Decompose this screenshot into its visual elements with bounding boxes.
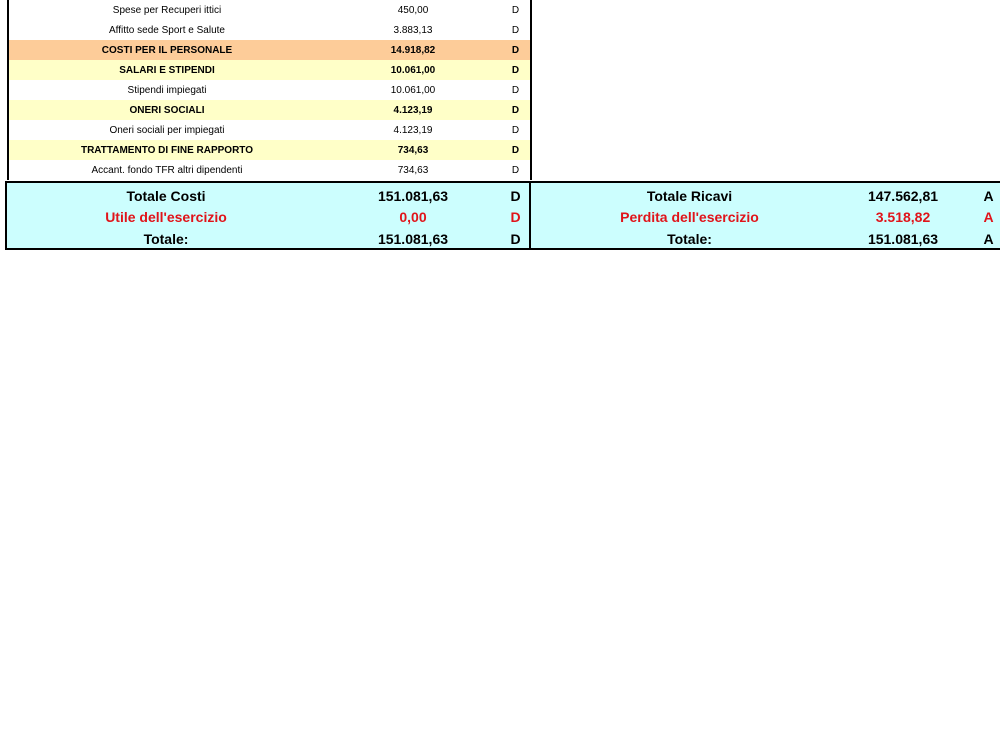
loss-label: Perdita dell'esercizio xyxy=(620,208,759,225)
total-costs-value: 151.081,63 xyxy=(377,187,449,204)
row-sign: D xyxy=(511,124,520,136)
row-amount: 4.123,19 xyxy=(393,104,433,116)
loss-sign: A xyxy=(983,208,994,225)
row-description: Affitto sede Sport e Salute xyxy=(108,24,225,36)
row-amount: 10.061,00 xyxy=(390,84,436,96)
totals-row-grand-total xyxy=(7,228,1000,249)
grand-total-left-value: 151.081,63 xyxy=(377,230,449,247)
row-description: Stipendi impiegati xyxy=(127,84,207,96)
table-row-subcategory-header xyxy=(9,100,530,120)
row-description: SALARI E STIPENDI xyxy=(119,64,215,76)
row-amount: 734,63 xyxy=(397,164,429,176)
row-description: ONERI SOCIALI xyxy=(129,104,205,116)
profit-value: 0,00 xyxy=(399,208,427,225)
table-row-subcategory-header xyxy=(9,60,530,80)
grand-total-right-sign: A xyxy=(983,230,994,247)
row-sign: D xyxy=(511,104,520,116)
table-row xyxy=(9,160,530,180)
loss-value: 3.518,82 xyxy=(875,208,931,225)
row-sign: D xyxy=(511,64,520,76)
row-sign: D xyxy=(511,44,520,56)
row-description: Oneri sociali per impiegati xyxy=(109,124,225,136)
grand-total-left-sign: D xyxy=(510,230,521,247)
table-row xyxy=(9,0,530,20)
cost-detail-table xyxy=(7,0,532,180)
table-row xyxy=(9,80,530,100)
totals-block xyxy=(5,181,1000,250)
totals-row-result xyxy=(7,206,1000,227)
row-description: TRATTAMENTO DI FINE RAPPORTO xyxy=(80,144,254,156)
row-description: Spese per Recuperi ittici xyxy=(112,4,222,16)
table-row-category-header xyxy=(9,40,530,60)
grand-total-right-label: Totale: xyxy=(667,230,712,247)
total-costs-label: Totale Costi xyxy=(126,187,206,204)
profit-sign: D xyxy=(510,208,521,225)
row-amount: 4.123,19 xyxy=(393,124,433,136)
row-amount: 10.061,00 xyxy=(390,64,436,76)
row-amount: 450,00 xyxy=(397,4,429,16)
profit-label: Utile dell'esercizio xyxy=(105,208,227,225)
row-sign: D xyxy=(511,144,520,156)
row-sign: D xyxy=(511,4,520,16)
row-amount: 734,63 xyxy=(397,144,429,156)
total-costs-sign: D xyxy=(510,187,521,204)
row-description: COSTI PER IL PERSONALE xyxy=(101,44,233,56)
grand-total-left-label: Totale: xyxy=(143,230,189,247)
row-sign: D xyxy=(511,84,520,96)
total-revenues-label: Totale Ricavi xyxy=(646,187,733,204)
table-row-subcategory-header xyxy=(9,140,530,160)
row-description: Accant. fondo TFR altri dipendenti xyxy=(91,164,243,176)
row-sign: D xyxy=(511,164,520,176)
row-sign: D xyxy=(511,24,520,36)
total-revenues-value: 147.562,81 xyxy=(867,187,939,204)
table-row xyxy=(9,120,530,140)
row-amount: 14.918,82 xyxy=(390,44,436,56)
totals-row-costs-revenues xyxy=(7,185,1000,206)
row-amount: 3.883,13 xyxy=(393,24,433,36)
grand-total-right-value: 151.081,63 xyxy=(867,230,939,247)
total-revenues-sign: A xyxy=(983,187,994,204)
table-row xyxy=(9,20,530,40)
